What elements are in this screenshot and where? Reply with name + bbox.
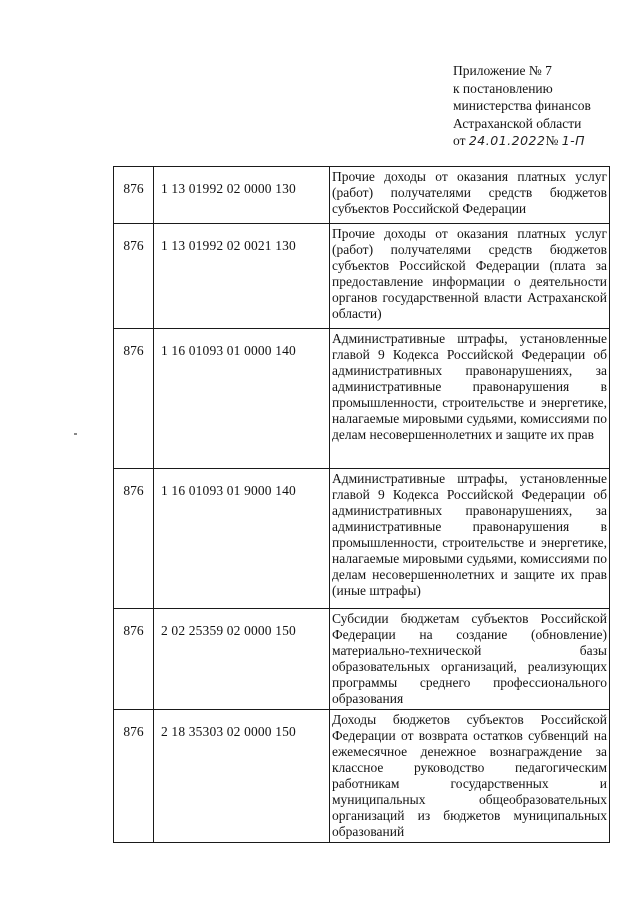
table-row: [114, 224, 610, 329]
appendix-date-line: [453, 132, 633, 150]
budget-code-cell: 2 18 35303 02 0000 150: [154, 710, 330, 843]
admin-code-cell: 876: [114, 224, 154, 329]
appendix-header: [453, 62, 633, 150]
revenue-name-cell: Субсидии бюджетам субъектов Российской Федерации на создание (обновление) материально-технической базы образовательных организаций, реализующих программы среднего профессионального образования: [330, 609, 610, 710]
appendix-region-line: Астраханской области: [453, 115, 582, 131]
handwritten-number: 1-П: [561, 133, 586, 148]
table-row: [114, 609, 610, 710]
budget-code-cell: 1 13 01992 02 0000 130: [154, 167, 330, 224]
number-prefix: №: [545, 133, 559, 148]
revenue-name-cell: Административные штрафы, установленные главой 9 Кодекса Российской Федерации об административных правонарушениях, за административные правонарушения в промышленности, строительстве и энергетике, налагаемые мировыми судьями, комиссиями по делам несовершеннолетних и защите их прав (иные штрафы): [330, 469, 610, 609]
budget-code-cell: 2 02 25359 02 0000 150: [154, 609, 330, 710]
table-row: [114, 710, 610, 843]
admin-code-cell: 876: [114, 167, 154, 224]
revenue-name-cell: Прочие доходы от оказания платных услуг (работ) получателями средств бюджетов субъектов Российской Федерации: [330, 167, 610, 224]
date-prefix: от: [453, 133, 466, 148]
appendix-decree-line: к постановлению: [453, 80, 553, 96]
appendix-ministry-line: министерства финансов: [453, 98, 591, 113]
revenue-name-cell: Административные штрафы, установленные главой 9 Кодекса Российской Федерации об административных правонарушениях, за административные правонарушения в промышленности, строительстве и энергетике, налагаемые мировыми судьями, комиссиями по делам несовершеннолетних и защите их прав: [330, 329, 610, 469]
table-row: [114, 469, 610, 609]
admin-code-cell: 876: [114, 329, 154, 469]
revenue-name-cell: Доходы бюджетов субъектов Российской Федерации от возврата остатков субвенций на ежемесячное денежное вознаграждение за классное руководство педагогическим работникам государственных и муниципальных общеобразовательных организаций из бюджетов муниципальных образований: [330, 710, 610, 843]
table-row: [114, 167, 610, 224]
budget-code-cell: 1 16 01093 01 0000 140: [154, 329, 330, 469]
revenue-codes-table: [113, 166, 610, 843]
appendix-title: Приложение № 7: [453, 63, 552, 78]
admin-code-cell: 876: [114, 469, 154, 609]
admin-code-cell: 876: [114, 609, 154, 710]
revenue-name-cell: Прочие доходы от оказания платных услуг (работ) получателями средств бюджетов субъектов Российской Федерации (плата за предоставление информации о деятельности органов государственной власти Астраханской области): [330, 224, 610, 329]
admin-code-cell: 876: [114, 710, 154, 843]
budget-code-cell: 1 13 01992 02 0021 130: [154, 224, 330, 329]
scan-speck: [74, 433, 77, 435]
table-row: [114, 329, 610, 469]
handwritten-date: 24.01.2022: [468, 133, 546, 148]
budget-code-cell: 1 16 01093 01 9000 140: [154, 469, 330, 609]
